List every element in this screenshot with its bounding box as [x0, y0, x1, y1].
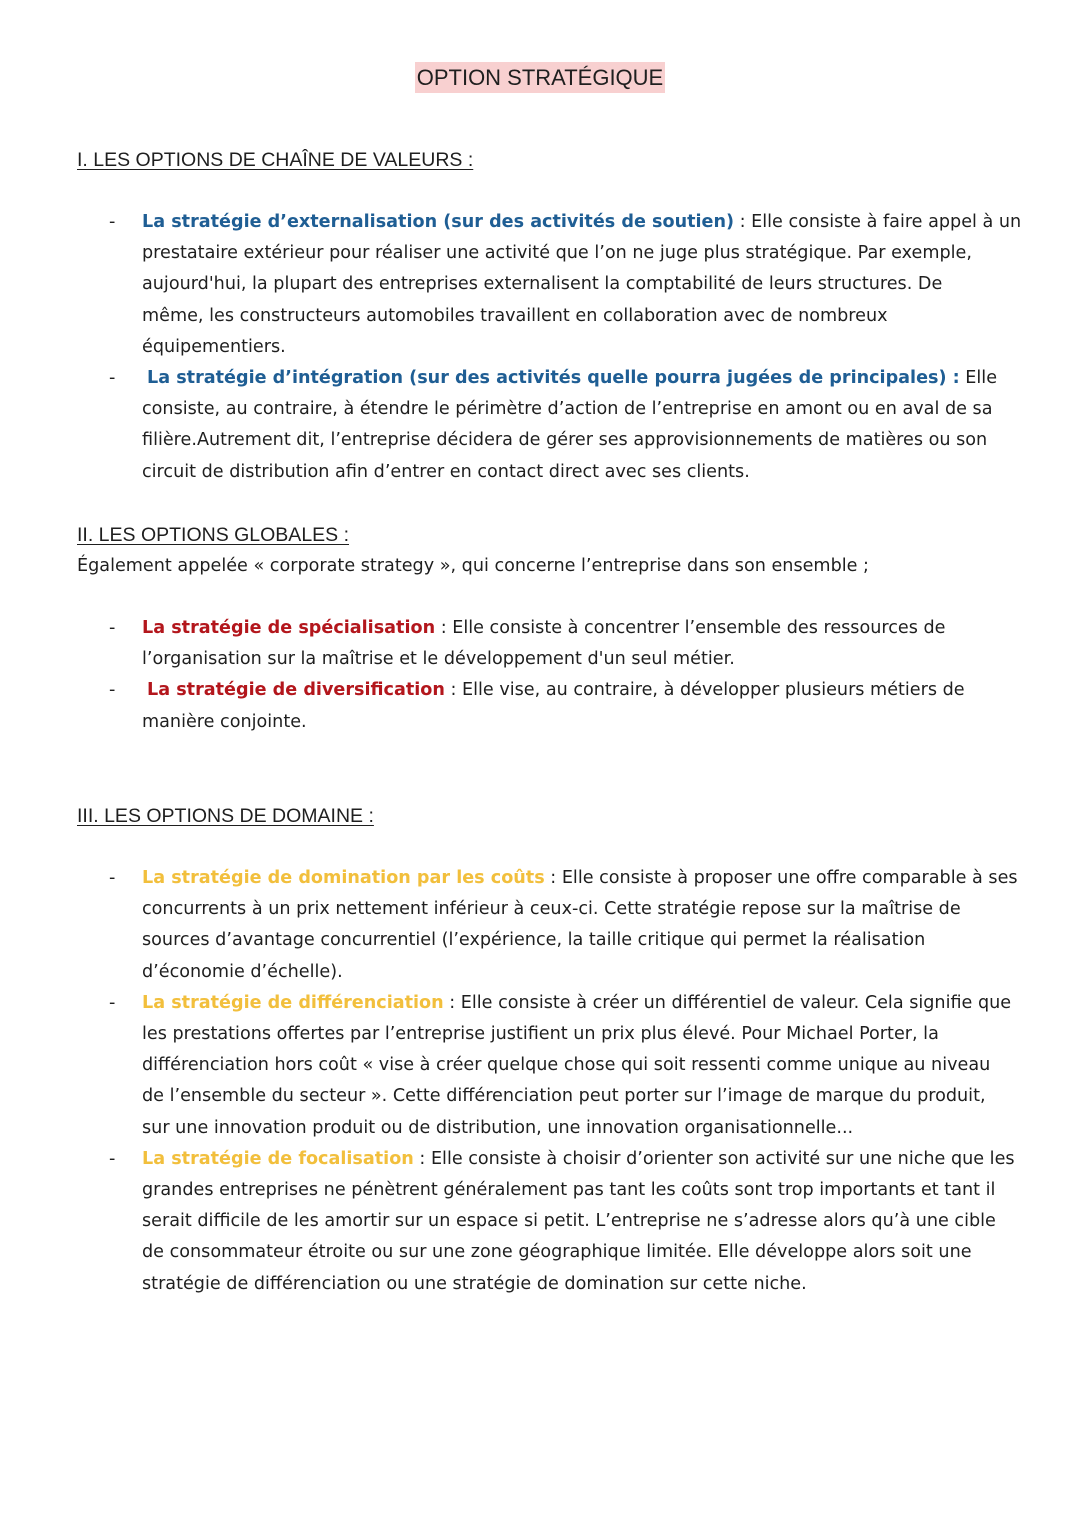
- lead-specialisation: La stratégie de spécialisation: [142, 618, 436, 638]
- domain-options-list: [0, 863, 1080, 1300]
- list-item-focus: [0, 1144, 1080, 1300]
- paragraph-differentiation: La stratégie de différenciation : Elle consiste à créer un différentiel de valeur. Cela signifie que les prestations offertes par l’entreprise justifient un prix plus élevé. Pour Michael Porter, la différenciation hors coût « vise à créer quelque chose qui soit ressenti comme unique au niveau de l’ensemble du secteur ». Cette différenciation peut porter sur l’image de marque du produit, sur une innovation produit ou de distribution, une innovation organisationnelle...: [142, 992, 1012, 1138]
- paragraph-focus: La stratégie de focalisation : Elle consiste à choisir d’orienter son activité sur une niche que les grandes entreprises ne pénètrent généralement pas tant les coûts sont trop importants et tant il serait difficile de les amortir sur un espace si petit. L’entreprise ne s’adresse alors qu’à une cible de consommateur étroite ou sur une zone géographique limitée. Elle développe alors soit une stratégie de différenciation ou une stratégie de domination sur cette niche.: [142, 1148, 1015, 1294]
- bullet-dash: -: [109, 868, 116, 888]
- paragraph-cost-leadership: La stratégie de domination par les coûts : Elle consiste à proposer une offre comparable à ses concurrents à un prix nettement inférieur à ceux-ci. Cette stratégie repose sur la maîtrise de sources d’avantage concurrentiel (l’expérience, la taille critique qui permet la réalisation d’économie d’échelle).: [142, 868, 1018, 982]
- lead-focus: La stratégie de focalisation: [142, 1148, 414, 1169]
- bullet-dash: -: [109, 992, 116, 1013]
- paragraph-integration: La stratégie d’intégration (sur des activités quelle pourra jugées de principales) : Elle consiste, au contraire, à étendre le périmètre d’action de l’entreprise en amont ou en aval de sa filière.Autrement dit, l’entreprise décidera de gérer ses approvisionnements de matières ou son circuit de distribution afin d’entrer en contact direct avec ses clients.: [142, 368, 998, 482]
- list-item-differentiation: [0, 988, 1080, 1144]
- global-intro-text: Également appelée « corporate strategy », qui concerne l’entreprise dans son ensemble ;: [77, 556, 869, 576]
- list-item-cost-leadership: [0, 863, 1080, 988]
- paragraph-diversification: La stratégie de diversification : Elle vise, au contraire, à développer plusieurs métiers de manière conjointe.: [142, 680, 965, 732]
- paragraph-externalisation: La stratégie d’externalisation (sur des activités de soutien) : Elle consiste à faire appel à un prestataire extérieur pour réaliser une activité que l’on ne juge plus stratégique. Par exemple, aujourd'hui, la plupart des entreprises externalisent la comptabilité de leurs structures. De même, les constructeurs automobiles travaillent en collaboration avec de nombreux équipementiers.: [142, 212, 1022, 357]
- bullet-dash: -: [109, 212, 116, 232]
- bullet-dash: -: [109, 618, 116, 638]
- page-title: OPTION STRATÉGIQUE: [415, 62, 666, 93]
- value-chain-options-list: [0, 207, 1080, 488]
- list-item-externalisation: [0, 207, 1080, 363]
- lead-integration: La stratégie d’intégration (sur des activités quelle pourra jugées de principales) :: [147, 368, 960, 389]
- section-heading-global: II. LES OPTIONS GLOBALES :: [77, 524, 350, 546]
- list-item-specialisation: [0, 613, 1080, 675]
- lead-diversification: La stratégie de diversification: [147, 680, 445, 701]
- lead-cost-leadership: La stratégie de domination par les coûts: [142, 868, 545, 888]
- bullet-dash: -: [109, 368, 116, 389]
- global-options-list: [0, 613, 1080, 738]
- section-heading-value-chain: I. LES OPTIONS DE CHAÎNE DE VALEURS :: [77, 149, 474, 171]
- lead-differentiation: La stratégie de différenciation: [142, 992, 444, 1013]
- list-item-diversification: [0, 675, 1080, 737]
- section-heading-domain: III. LES OPTIONS DE DOMAINE :: [77, 805, 374, 827]
- title-container: [0, 62, 1080, 93]
- list-item-integration: [0, 363, 1080, 488]
- bullet-dash: -: [109, 680, 116, 701]
- paragraph-specialisation: La stratégie de spécialisation : Elle consiste à concentrer l’ensemble des ressources de l’organisation sur la maîtrise et le développement d'un seul métier.: [142, 618, 946, 670]
- bullet-dash: -: [109, 1148, 116, 1169]
- lead-externalisation: La stratégie d’externalisation (sur des activités de soutien): [142, 212, 735, 232]
